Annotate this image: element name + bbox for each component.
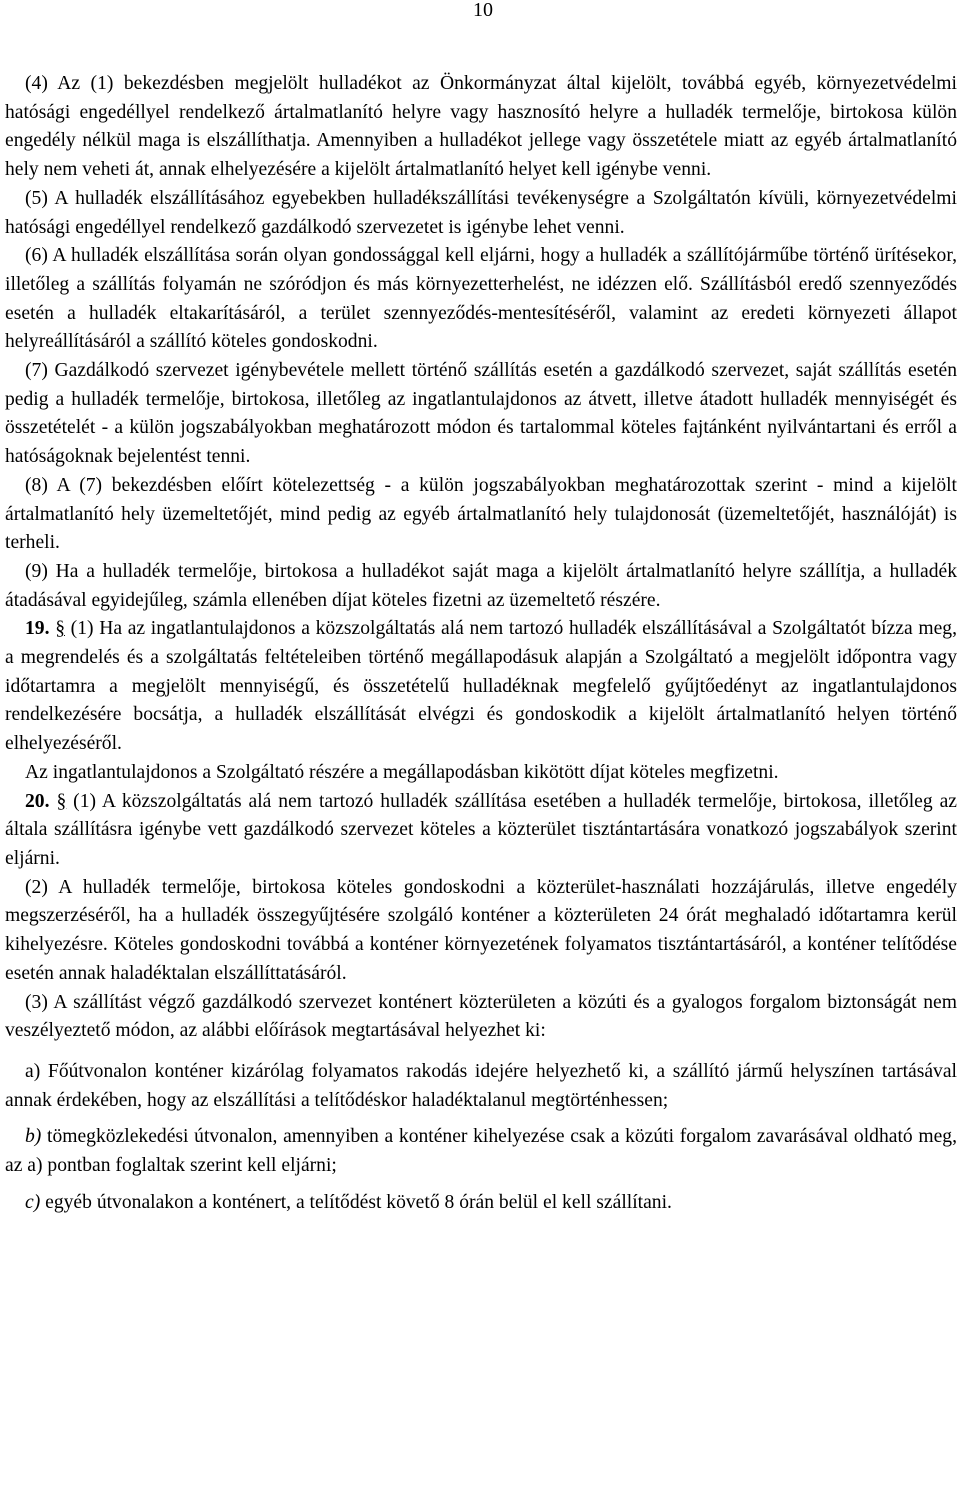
section-20-item-b-text: tömegközlekedési útvonalon, amennyiben a konténer kihelyezése csak a közúti forgalom zavarásával oldható meg, az a) pontban foglaltak szerint kell eljárni;	[5, 1126, 957, 1177]
document-body	[5, 70, 957, 1217]
paragraph-18-4: (4) Az (1) bekezdésben megjelölt hulladékot az Önkormányzat által kijelölt, továbbá egyéb, környezetvédelmi hatósági engedéllyel rendelkező ártalmatlanító helyre vagy hasznosító helyre a hulladék termelője, birtokosa külön engedély nélkül maga is elszállíthatja. Amennyiben a hulladékot jellege vagy összetétele miatt az egyéb ártalmatlanító hely nem veheti át, annak elhelyezésére a kijelölt ártalmatlanító helyet kell igénybe venni.	[5, 73, 957, 181]
section-19-text-1: (1) Ha az ingatlantulajdonos a közszolgáltatás alá nem tartozó hulladék elszállításával a Szolgáltatót bízza meg, a megrendelés és a szolgáltatás feltételeiben történő megállapodásuk alapján a Szolgáltató a megjelölt időpontra vagy időtartamra a megjelölt mennyiségű, és összetételű hulladéknak megfelelő gyűjtőedényt az ingatlantulajdonos rendelkezésére bocsátja, a hulladék elszállítását elvégzi és gondoskodik a kijelölt ártalmatlanító helyen történő elhelyezéséről.	[5, 618, 957, 755]
section-20-item-b	[5, 1123, 957, 1180]
section-20-paragraph-2: (2) A hulladék termelője, birtokosa köteles gondoskodni a közterület-használati hozzájárulás, illetve engedély megszerzéséről, ha a hulladék összegyűjtésére szolgáló konténer a közterületen 24 órát meghaladó időtartamra kerül kihelyezésre. Köteles gondoskodni továbbá a konténer környezetének folyamatos tisztántartásáról, a konténer telítődése esetén annak haladéktalan elszállíttatásáról.	[5, 876, 957, 984]
paragraph-18-8: (8) A (7) bekezdésben előírt kötelezettség - a külön jogszabályokban meghatározottak szerint - mind a kijelölt ártalmatlanító hely üzemeltetőjét, mind pedig az egyéb ártalmatlanító hely tulajdonosát (üzemeltetőjét, használóját) is terheli.	[5, 474, 957, 554]
paragraph-18-9: (9) Ha a hulladék termelője, birtokosa a hulladékot saját maga a kijelölt ártalmatlanító helyre szállítja, a hulladék átadásával egyidejűleg, számla ellenében díjat köteles fizetni az üzemeltető részére.	[5, 560, 957, 611]
section-19-paragraph-1	[5, 615, 957, 759]
section-20-sign: §	[56, 790, 67, 812]
section-20-text-1: (1) A közszolgáltatás alá nem tartozó hulladék szállítása esetében a hulladék termelője, birtokosa, illetőleg az általa szállításra igénybe vett gazdálkodó szervezet köteles a közterület tisztántartására vonatkozó jogszabályok szerint eljárni.	[5, 790, 957, 869]
section-20-item-b-label: b)	[25, 1126, 42, 1148]
section-19-sign: §	[55, 618, 65, 640]
section-20-paragraph-1	[5, 788, 957, 874]
section-20-item-a: a) Főútvonalon konténer kizárólag folyamatos rakodás idejére helyezhető ki, a szállító jármű helyszínen tartásával annak érdekében, hogy az elszállítási a telítődéskor haladéktalanul megtörténhessen;	[5, 1060, 957, 1111]
paragraph-18-5: (5) A hulladék elszállításához egyebekben hulladékszállítási tevékenységre a Szolgáltatón kívüli, környezetvédelmi hatósági engedéllyel rendelkező gazdálkodó szervezetet is igénybe lehet venni.	[5, 187, 957, 238]
section-20-item-c-label: c)	[25, 1191, 41, 1213]
section-20-item-c	[5, 1189, 957, 1218]
paragraph-18-6: (6) A hulladék elszállítása során olyan gondossággal kell eljárni, hogy a hulladék a szállítójárműbe történő ürítésekor, illetőleg a szállítás folyamán ne szóródjon és más környezetterhelést, ne idézzen elő. Szállításból eredő szennyeződés esetén a hulladék eltakarításáról, a terület szennyeződés-mentesítéséről, valamint az eredeti környezeti állapot helyreállításáról a szállító köteles gondoskodni.	[5, 245, 957, 353]
section-20-number: 20.	[25, 790, 50, 812]
paragraph-18-7: (7) Gazdálkodó szervezet igénybevétele mellett történő szállítás esetén a gazdálkodó szervezet, saját szállítás esetén pedig a hulladék termelője, birtokosa, illetőleg az ingatlantulajdonos az átvett, illetve átadott hulladék mennyiségét és összetételét - a külön jogszabályokban meghatározott módon és tartalommal köteles fajtánként nyilvántartani és erről a hatóságoknak bejelentést tenni.	[5, 360, 957, 468]
section-20-item-c-text: egyéb útvonalakon a konténert, a telítődést követő 8 órán belül el kell szállítani.	[40, 1191, 672, 1213]
page-number: 10	[473, 0, 493, 21]
section-19-number: 19.	[25, 618, 50, 640]
section-19-paragraph-2: Az ingatlantulajdonos a Szolgáltató részére a megállapodásban kikötött díjat köteles megfizetni.	[25, 761, 779, 783]
section-20-paragraph-3: (3) A szállítást végző gazdálkodó szervezet konténert közterületen a közúti és a gyalogos forgalom biztonságát nem veszélyeztető módon, az alábbi előírások megtartásával helyezhet ki:	[5, 991, 957, 1042]
